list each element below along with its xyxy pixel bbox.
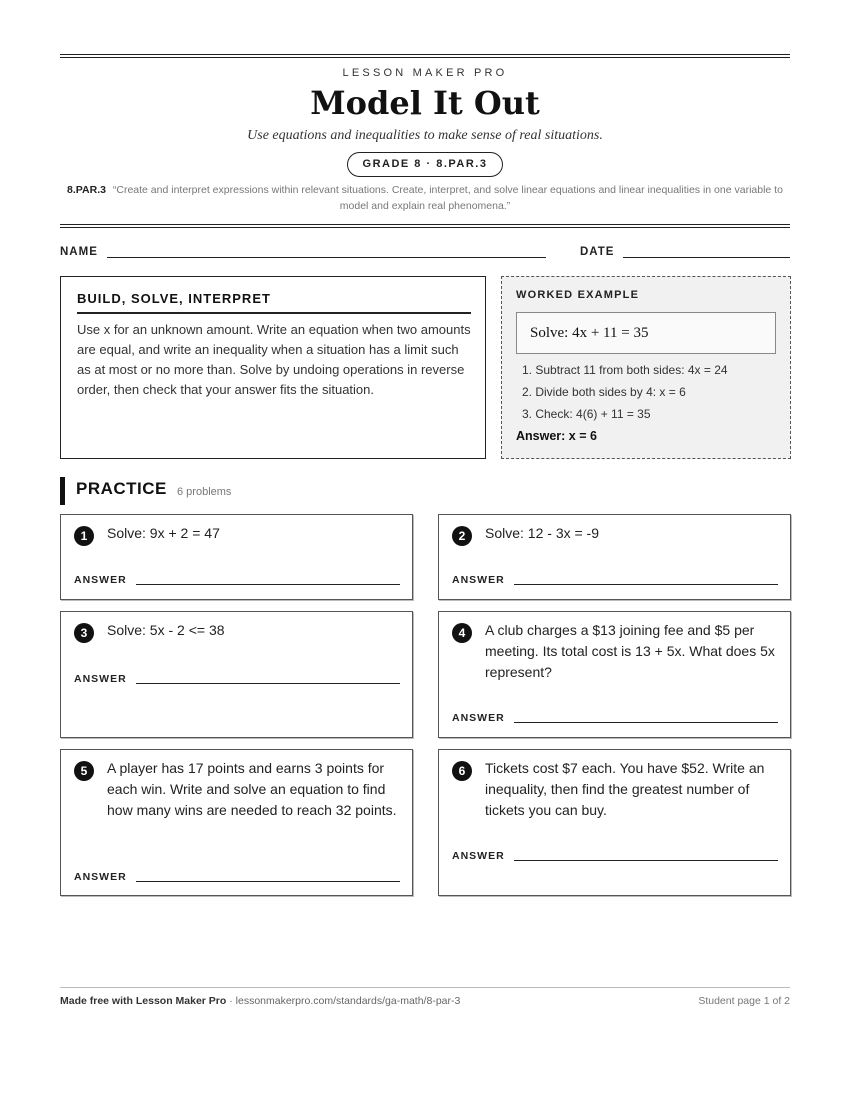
answer-line[interactable] <box>514 584 778 585</box>
problem-number-badge: 6 <box>452 761 472 781</box>
header-top-rule <box>60 54 790 58</box>
name-label: NAME <box>60 246 98 258</box>
intro-text: Use x for an unknown amount. Write an equation when two amounts are equal, and write an inequality when a situation has a limit such as at most or no more than. Solve by undoing operations in reverse order, then check that your answer fits the situation. <box>77 322 471 397</box>
worked-example-steps <box>522 359 728 425</box>
intro-heading: BUILD, SOLVE, INTERPRET <box>77 291 471 314</box>
practice-accent-bar <box>60 477 65 505</box>
problem-text: Tickets cost $7 each. You have $52. Write an inequality, then find the greatest number of tickets you can buy. <box>485 760 765 818</box>
footer-credit <box>60 995 460 1007</box>
worksheet-subtitle: Use equations and inequalities to make sense of real situations. <box>247 128 603 143</box>
problem-card-5 <box>60 749 413 896</box>
answer-line[interactable] <box>136 683 400 684</box>
problem-text: Solve: 5x - 2 <= 38 <box>107 622 225 638</box>
problem-text: A player has 17 points and earns 3 points for each win. Write and solve an equation to find how many wins are needed to reach 32 points. <box>107 760 397 818</box>
worked-example-answer: Answer: x = 6 <box>516 429 597 443</box>
problem-card-3 <box>60 611 413 738</box>
name-line[interactable] <box>107 257 546 258</box>
answer-label: ANSWER <box>74 574 127 586</box>
problem-number-badge: 3 <box>74 623 94 643</box>
answer-label: ANSWER <box>74 673 127 685</box>
answer-line[interactable] <box>514 860 778 861</box>
problem-number-badge: 2 <box>452 526 472 546</box>
problem-card-6 <box>438 749 791 896</box>
answer-label: ANSWER <box>452 850 505 862</box>
worked-example-step: 3. Check: 4(6) + 11 = 35 <box>522 407 651 421</box>
problem-card-1 <box>60 514 413 600</box>
intro-box <box>60 276 486 459</box>
problem-card-2 <box>438 514 791 600</box>
practice-title: PRACTICE <box>76 479 167 498</box>
standard-description <box>62 182 788 214</box>
footer-page-number: Student page 1 of 2 <box>698 995 790 1007</box>
worked-example-equation: Solve: 4x + 11 = 35 <box>516 312 776 354</box>
worked-example-step: 1. Subtract 11 from both sides: 4x = 24 <box>522 363 728 377</box>
date-line[interactable] <box>623 257 790 258</box>
answer-line[interactable] <box>136 881 400 882</box>
worked-example-step: 2. Divide both sides by 4: x = 6 <box>522 385 686 399</box>
problem-number-badge: 1 <box>74 526 94 546</box>
problem-number-badge: 5 <box>74 761 94 781</box>
standard-text: “Create and interpret expressions within relevant situations. Create, interpret, and solve linear equations and linear inequalities in one variable to model and explain real phenomena.” <box>112 184 783 212</box>
answer-line[interactable] <box>514 722 778 723</box>
answer-label: ANSWER <box>452 574 505 586</box>
brand-name: LESSON MAKER PRO <box>342 67 508 79</box>
problem-card-4 <box>438 611 791 738</box>
problem-text: Solve: 9x + 2 = 47 <box>107 525 220 541</box>
footer-url[interactable]: · lessonmakerpro.com/standards/ga-math/8-par-3 <box>226 995 461 1007</box>
answer-label: ANSWER <box>74 871 127 883</box>
worked-example-heading: WORKED EXAMPLE <box>516 289 640 301</box>
worksheet-title: Model It Out <box>310 84 540 122</box>
grade-badge: GRADE 8 · 8.PAR.3 <box>347 152 503 177</box>
answer-line[interactable] <box>136 584 400 585</box>
standard-code: 8.PAR.3 <box>67 184 106 196</box>
header-bottom-rule <box>60 224 790 228</box>
footer-rule <box>60 987 790 988</box>
date-label: DATE <box>580 246 615 258</box>
worked-example-box <box>501 276 791 459</box>
practice-count: 6 problems <box>177 486 232 498</box>
problem-text: Solve: 12 - 3x = -9 <box>485 525 600 541</box>
problem-number-badge: 4 <box>452 623 472 643</box>
problem-text: A club charges a $13 joining fee and $5 per meeting. Its total cost is 13 + 5x. What does 5x represent? <box>485 622 775 680</box>
footer-made-with: Made free with Lesson Maker Pro <box>60 995 227 1007</box>
answer-label: ANSWER <box>452 712 505 724</box>
